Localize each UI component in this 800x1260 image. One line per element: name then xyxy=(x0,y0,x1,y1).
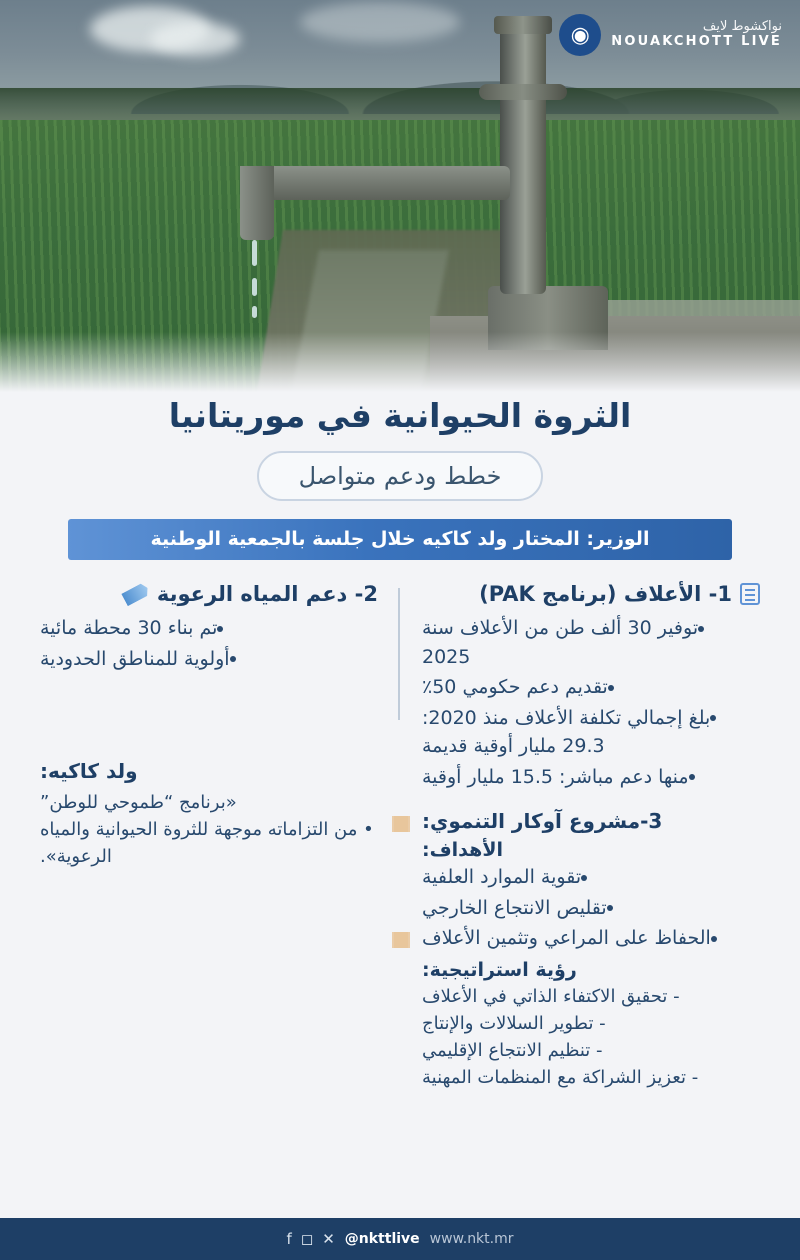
vision-list xyxy=(422,983,760,1091)
list-item-text: بلغ إجمالي تكلفة الأعلاف منذ 2020: 29.3 مليار أوقية قديمة xyxy=(422,706,711,757)
page-title: الثروة الحيوانية في موريتانيا xyxy=(168,396,632,435)
list-item-text: أولوية للمناطق الحدودية xyxy=(40,647,230,670)
water-drop xyxy=(252,278,257,296)
list-item xyxy=(40,614,378,643)
social-icons[interactable] xyxy=(286,1230,334,1248)
column-right xyxy=(400,582,766,1218)
list-item xyxy=(422,673,760,702)
brand-name-english: NOUAKCHOTT LIVE xyxy=(611,34,782,49)
bullet-dot xyxy=(689,774,695,780)
bullet-dot xyxy=(698,626,704,632)
section-heading-project: 3-مشروع آوكار التنموي: xyxy=(422,809,663,833)
section-heading-water xyxy=(40,582,378,606)
bullet-dot xyxy=(581,875,587,881)
pump-knob xyxy=(479,84,567,100)
list-item xyxy=(422,863,760,892)
list-item-text: - تطوير السلالات والإنتاج xyxy=(422,1012,606,1034)
goals-list xyxy=(422,863,760,953)
list-item xyxy=(422,614,760,671)
section-heading-minister: ولد كاكيه: xyxy=(40,759,138,783)
water-drop xyxy=(252,240,257,266)
title-block xyxy=(0,392,800,560)
goals-label: الأهداف: xyxy=(422,839,503,861)
quote-line: • من التزاماته موجهة للثروة الحيوانية والمياه الرعوية». xyxy=(40,819,374,867)
bullet-dot xyxy=(710,715,716,721)
bullet-dot xyxy=(217,626,223,632)
water-drop xyxy=(252,306,257,318)
list-item-text: تم بناء 30 محطة مائية xyxy=(40,617,218,639)
website-url[interactable]: www.nkt.mr xyxy=(429,1231,514,1247)
minister-banner: الوزير: المختار ولد كاكيه خلال جلسة بالجمعية الوطنية xyxy=(68,519,732,560)
hero-gradient-fade xyxy=(0,332,800,392)
column-divider xyxy=(398,588,400,720)
list-item-text: تقديم دعم حكومي 50٪ xyxy=(422,676,608,698)
subtitle-pill: خطط ودعم متواصل xyxy=(257,451,544,501)
cloud xyxy=(300,2,460,42)
document-icon xyxy=(740,583,760,605)
minister-quote xyxy=(40,789,378,870)
water-list xyxy=(40,614,378,673)
pump-cap xyxy=(494,16,552,34)
column-left xyxy=(34,582,400,1218)
instagram-icon[interactable]: ◻ xyxy=(300,1230,314,1248)
list-item-text: منها دعم مباشر: 15.5 مليار أوقية xyxy=(422,765,689,788)
pump-column xyxy=(500,26,546,294)
bullet-dot xyxy=(608,685,614,691)
content-area xyxy=(0,560,800,1218)
section-heading-feed xyxy=(422,582,760,606)
list-item-text: - تعزيز الشراكة مع المنظمات المهنية xyxy=(422,1066,699,1088)
footer-bar xyxy=(0,1218,800,1260)
decorative-marker xyxy=(394,816,410,832)
list-item xyxy=(422,894,760,923)
list-item xyxy=(422,924,760,953)
list-item xyxy=(422,763,760,792)
list-item-text: توفير 30 ألف طن من الأعلاف سنة 2025 xyxy=(422,617,699,668)
logo-mark-icon: ◉ xyxy=(559,14,601,56)
social-handle[interactable]: @nkttlive xyxy=(344,1231,420,1247)
list-item xyxy=(40,645,378,674)
pen-icon xyxy=(121,582,151,607)
brand-logo xyxy=(559,14,782,56)
pump-spout xyxy=(240,166,510,200)
feed-list xyxy=(422,614,760,791)
list-item-text: - تنظيم الانتجاع الإقليمي xyxy=(422,1039,603,1061)
section-heading-feed-label: 1- الأعلاف (برنامج PAK) xyxy=(479,582,732,606)
bullet-dot xyxy=(607,905,613,911)
hero-image xyxy=(0,0,800,392)
vision-label: رؤية استراتيجية: xyxy=(422,958,577,981)
bullet-dot xyxy=(711,936,717,942)
bullet-dot xyxy=(230,656,236,662)
list-item-text: - تحقيق الاكتفاء الذاتي في الأعلاف xyxy=(422,985,680,1007)
list-item-text: تقليص الانتجاع الخارجي xyxy=(422,896,607,919)
section-heading-water-label: 2- دعم المياه الرعوية xyxy=(156,582,378,606)
list-item xyxy=(422,704,760,761)
quote-line: «برنامج “طموحي للوطن” xyxy=(40,792,237,813)
x-icon[interactable]: ✕ xyxy=(322,1230,335,1248)
decorative-marker xyxy=(394,932,410,948)
cloud xyxy=(150,22,240,56)
list-item-text: تقوية الموارد العلفية xyxy=(422,866,582,888)
brand-name-arabic: نواكشوط لايف xyxy=(702,19,782,35)
facebook-icon[interactable]: f xyxy=(286,1230,292,1248)
list-item-text: الحفاظ على المراعي وتثمين الأعلاف xyxy=(422,927,711,949)
pump-spout-outlet xyxy=(240,166,274,240)
